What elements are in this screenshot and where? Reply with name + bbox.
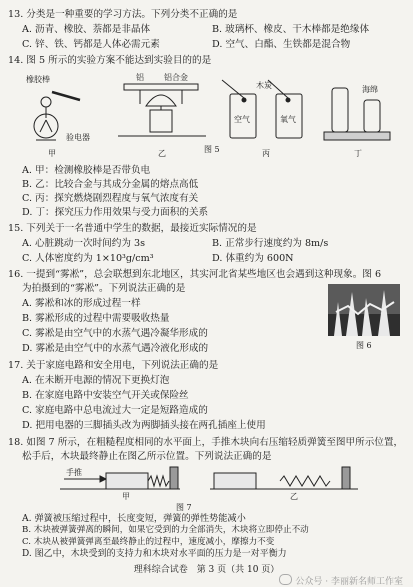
label-aluminum: 铝 [136, 73, 144, 82]
wall-jia [170, 467, 178, 489]
q17-option-b: B. 在家庭电路中安装空气开关或保险丝 [22, 390, 189, 401]
label-electroscope: 验电器 [66, 133, 90, 142]
burner-flame [146, 95, 176, 106]
alcohol-lamp [150, 110, 172, 132]
spring-compressed [148, 476, 169, 486]
figure-5-caption: 图 5 [204, 145, 220, 154]
q18-option-d: D. 图乙中，木块受到的支持力和木块对水平面的压力是一对平衡力 [22, 549, 287, 559]
bottle-inverted [364, 100, 380, 132]
block-yi [214, 473, 256, 489]
q14-option-a: A. 甲：检测橡胶棒是否带负电 [22, 165, 151, 176]
page-footer: 理科综合试卷 第 3 页（共 10 页） [133, 565, 280, 575]
figure-7 [60, 465, 360, 501]
label-jia: 甲 [48, 149, 56, 158]
q17-option-d: D. 把用电器的三脚插头改为两脚插头接在两孔插座上使用 [22, 420, 266, 431]
q14-option-c: C. 丙：探究燃烧剧烈程度与氧气浓度有关 [22, 193, 199, 204]
sponge [324, 132, 390, 140]
q16-option-a: A. 雾凇和冰的形成过程一样 [22, 298, 141, 309]
rime-photo [328, 284, 400, 336]
label-sponge: 海绵 [362, 85, 378, 94]
q14-stem: 14. 图 5 所示的实验方案不能达到实验目的的是 [8, 55, 212, 66]
q16-option-d: D. 雾凇是由空气中的水蒸气遇冷液化形成的 [22, 343, 209, 354]
label-ding: 丁 [354, 149, 362, 158]
q16-option-c: C. 雾凇是由空气中的水蒸气遇冷凝华形成的 [22, 328, 208, 339]
q13-option-c: C. 锌、铁、钙都是人体必需元素 [22, 39, 160, 50]
wall-yi [342, 467, 350, 489]
q14-option-d: D. 丁：探究压力作用效果与受力面积的关系 [22, 207, 209, 218]
q13-option-a: A. 沥青、橡胶、萘都是非晶体 [22, 24, 151, 35]
electroscope-knob [41, 97, 51, 107]
q16-stem-continued: 为拍摄到的“雾凇”。下列说法正确的是 [22, 283, 186, 294]
q15-stem: 15. 下列关于一名普通中学生的数据，最接近实际情况的是 [8, 223, 257, 234]
figure-5 [18, 70, 398, 162]
spring-relaxed [280, 476, 330, 486]
label-charcoal: 木炭 [256, 81, 272, 90]
figure-7-drawing [60, 465, 360, 501]
watermark-text: 公众号 · 李丽新名师工作室 [295, 577, 403, 587]
label-fig7-yi: 乙 [290, 492, 298, 501]
label-air: 空气 [234, 115, 250, 124]
wechat-icon [279, 574, 292, 585]
figure-6-photo [328, 284, 400, 336]
q17-stem: 17. 关于家庭电路和安全用电，下列说法正确的是 [8, 360, 219, 371]
q18-option-a: A. 弹簧被压缩过程中，长度变短，弹簧的弹性势能减小 [22, 513, 246, 524]
q18-stem: 18. 如图 7 所示，在粗糙程度相同的水平面上，手推木块向右压缩轻质弹簧至图甲所示位置， [8, 437, 404, 448]
q15-option-b: B. 正常步行速度约为 8m/s [212, 238, 329, 249]
rubber-rod [52, 92, 80, 100]
label-alloy: 铝合金 [164, 73, 188, 82]
q18-option-b: B. 木块被弹簧弹离的瞬间，如果它受到的力全部消失，木块将立即停止不动 [22, 525, 309, 535]
q18-stem-continued: 松手后，木块最终静止在图乙所示位置。下列说法正确的是 [22, 451, 272, 462]
label-yi: 乙 [158, 149, 166, 158]
q14-option-b: B. 乙：比较合金与其成分金属的熔点高低 [22, 179, 199, 190]
metal-plate [124, 84, 198, 90]
q17-option-a: A. 在未断开电源的情况下更换灯泡 [22, 375, 170, 386]
q16-option-b: B. 雾凇形成的过程中需要吸收热量 [22, 313, 170, 324]
q15-option-c: C. 人体密度约为 1×10³g/cm³ [22, 253, 154, 264]
figure-6-caption: 图 6 [356, 341, 372, 350]
q16-stem: 16. 一提到“雾凇”，总会联想到东北地区，其实河北省某些地区也会遇到这种现象。图 6 [8, 269, 382, 280]
q17-option-c: C. 家庭电路中总电流过大一定是短路造成的 [22, 405, 208, 416]
q18-option-c: C. 木块从被弹簧弹离至最终静止的过程中，速度减小，摩擦力不变 [22, 537, 275, 547]
q15-option-a: A. 心脏跳动一次时间约为 3s [22, 238, 146, 249]
q13-option-b: B. 玻璃杯、橡皮、干木棒都是绝缘体 [212, 24, 370, 35]
q15-option-d: D. 体重约为 600N [212, 253, 294, 264]
watermark [279, 574, 403, 587]
label-rubber-rod: 橡胶棒 [26, 75, 50, 84]
label-hand-push: 手推 [66, 468, 82, 477]
label-fig7-jia: 甲 [122, 492, 130, 501]
label-bing: 丙 [262, 149, 270, 158]
q13-stem: 13. 分类是一种重要的学习方法。下列分类不正确的是 [8, 9, 238, 20]
figure-7-caption: 图 7 [176, 503, 192, 512]
block-jia [106, 473, 148, 489]
q13-option-d: D. 空气、白酯、生铁都是混合物 [212, 39, 351, 50]
label-oxygen: 氧气 [280, 115, 296, 124]
bottle-upright [332, 88, 348, 132]
